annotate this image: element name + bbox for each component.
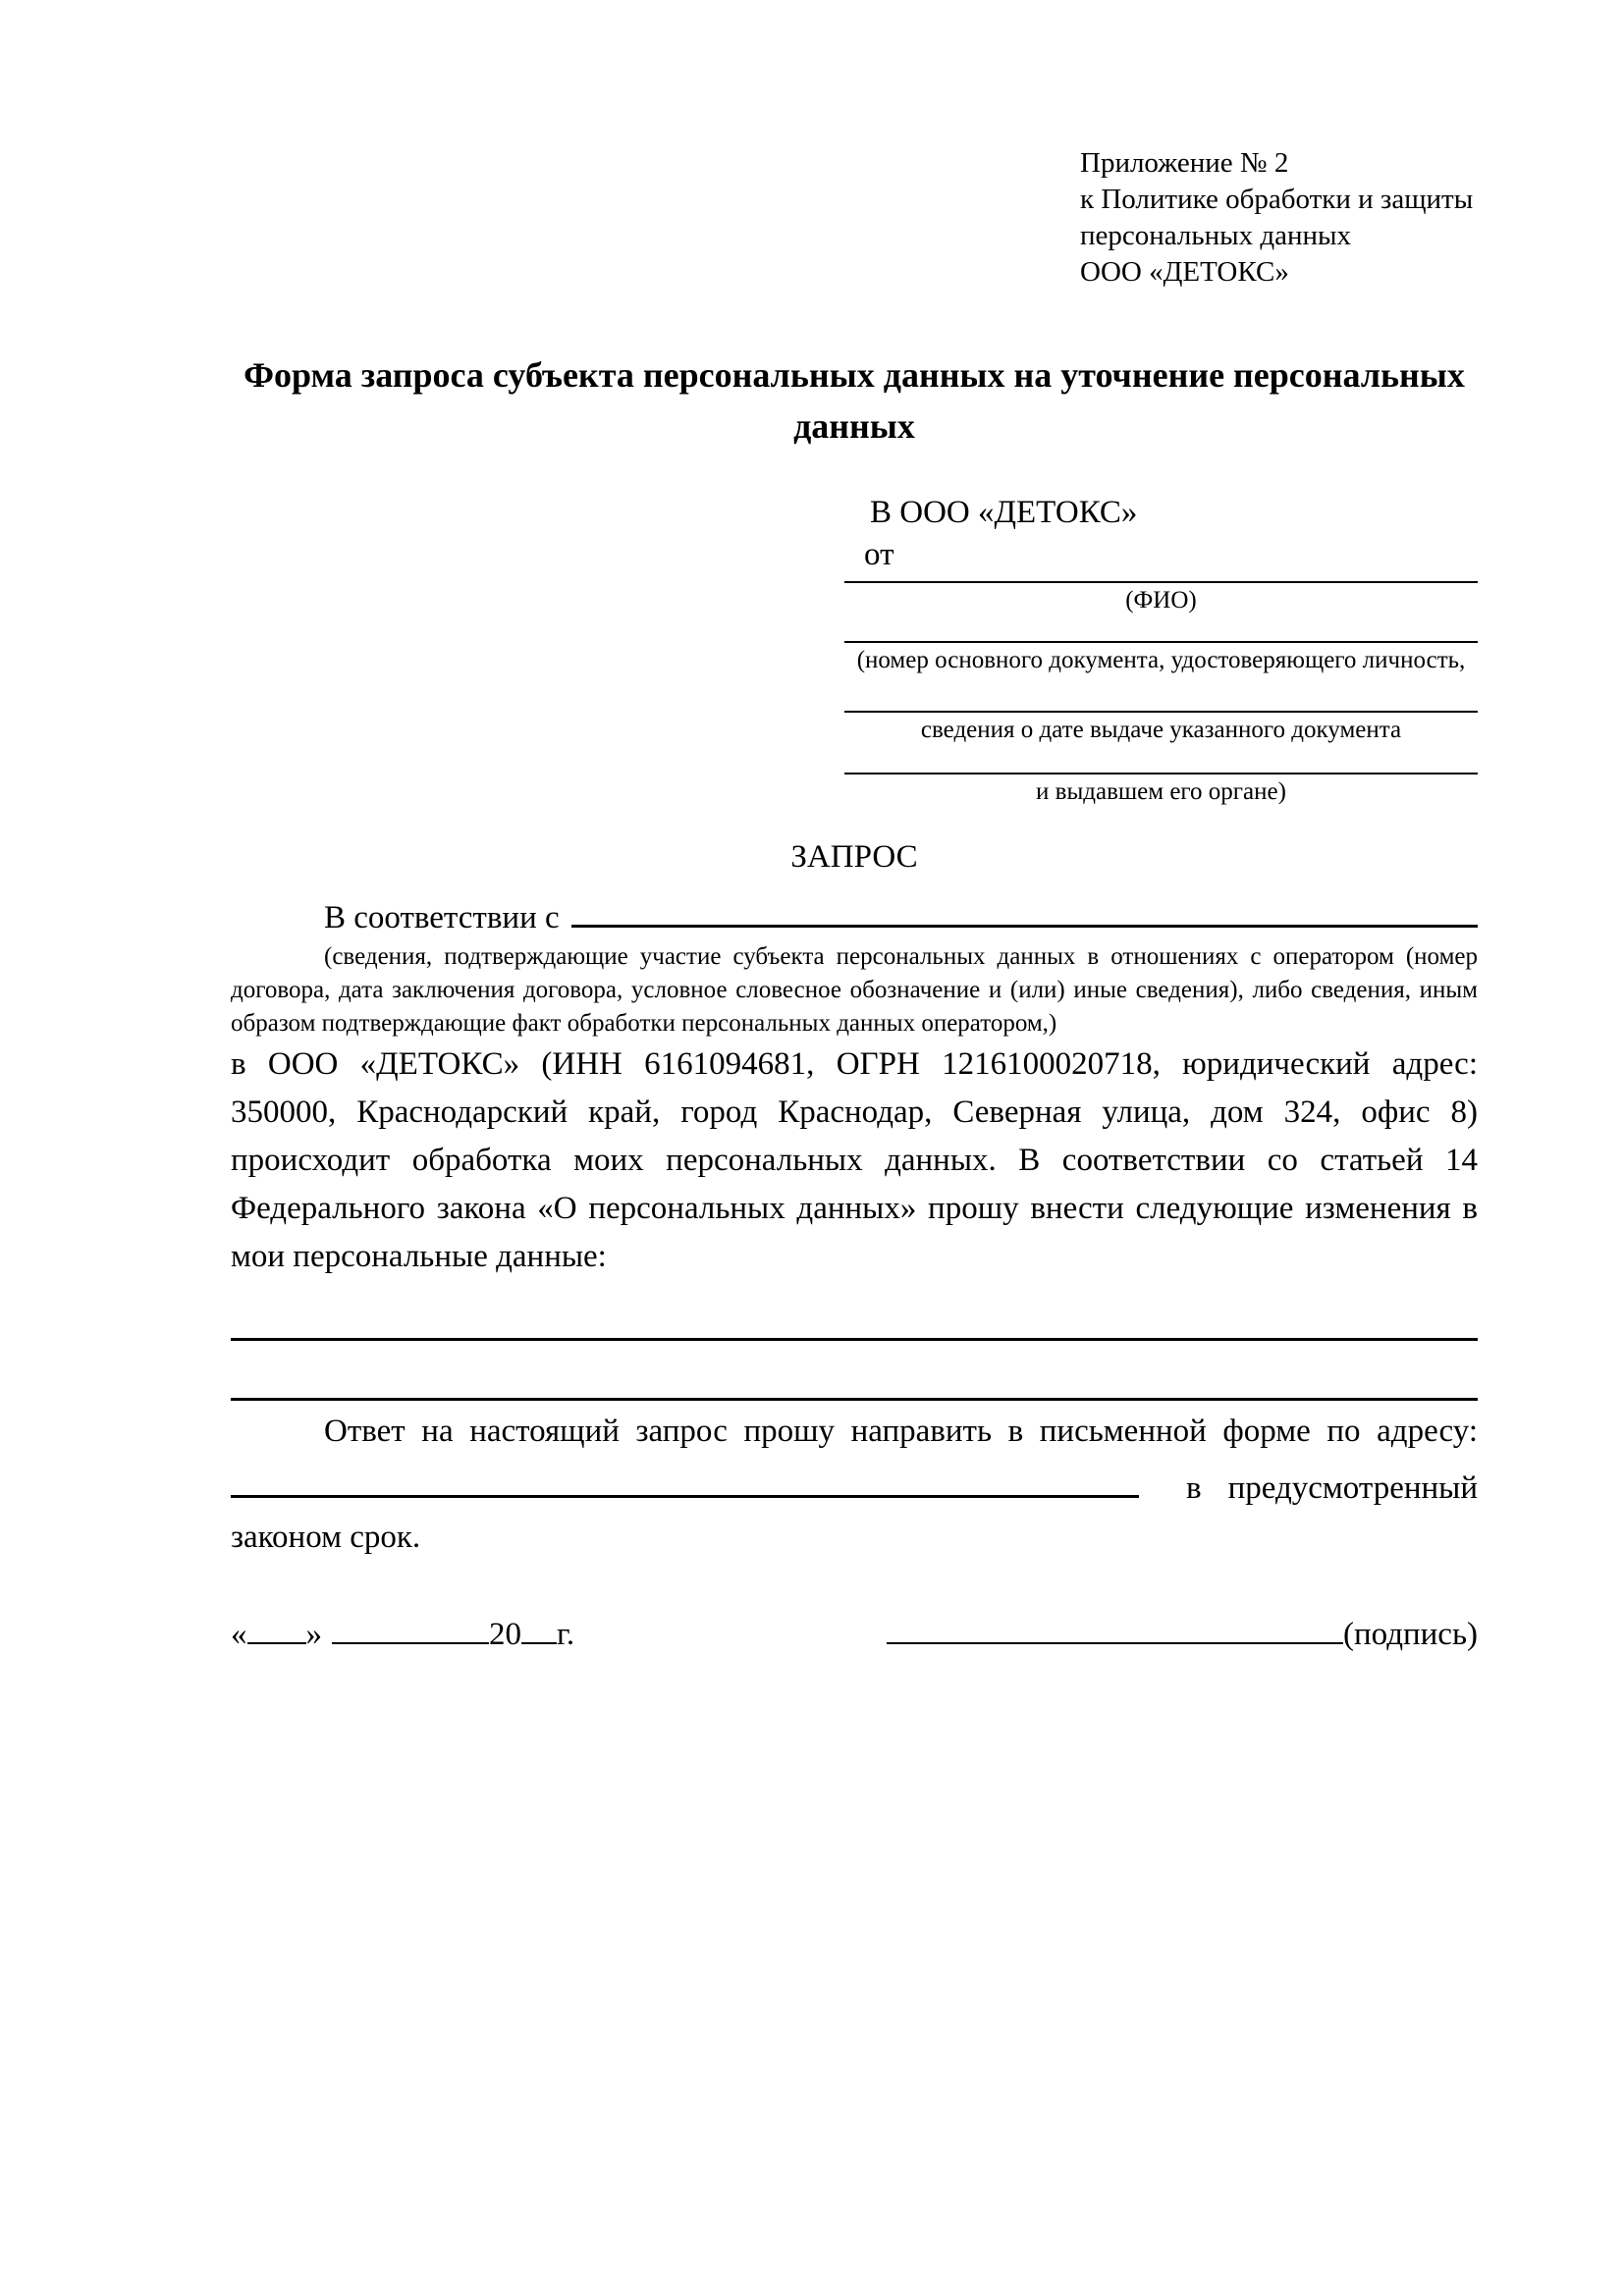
id-doc-write-space [844,615,1478,641]
accordance-footnote: (сведения, подтверждающие участие субъекта персональных данных в отношениях с оператором (номер договора, дата заключения договора, условное словесное обозначение и (или) иные сведения), либо сведения, иным образом подтверждающие факт обработки персональных данных оператором,) [231,943,1478,1037]
request-heading: ЗАПРОС [790,839,918,875]
address-blank-line [231,1456,1139,1498]
issue-date-caption: сведения о дате выдаче указанного документа [920,717,1402,743]
date-month-blank [332,1609,489,1644]
changes-blank-line-2 [231,1341,1478,1401]
signature-blank-line [887,1609,1343,1644]
date-line [231,1609,574,1657]
signature-caption: (подпись) [1343,1617,1478,1652]
date-year-suffix: г. [557,1617,575,1652]
issue-date-write-space [844,675,1478,711]
addressee-from-label: от [864,537,894,572]
appendix-note [1080,145,1478,291]
response-paragraph-line1: Ответ на настоящий запрос прошу направить в письменной форме по адресу: [324,1414,1478,1449]
accordance-line [231,887,1478,940]
date-year-blank [521,1609,557,1644]
date-day-blank [247,1609,306,1644]
body-paragraph: в ООО «ДЕТОКС» (ИНН 6161094681, ОГРН 1216100020718, юридический адрес: 350000, Краснодарский край, город Краснодар, Северная улица, дом 324, офис 8) происходит обработка моих персональных данных. В соответствии со статьей 14 Федерального закона «О персональных данных» прошу внести следующие изменения в мои персональные данные: [231,1046,1478,1274]
appendix-line-1: Приложение № 2 [1080,147,1289,179]
addressee-to: В ООО «ДЕТОКС» [870,495,1138,530]
date-signature-row [231,1609,1478,1657]
response-paragraph-line3: законом срок. [231,1520,421,1555]
accordance-prefix: В соответствии с [324,900,560,935]
appendix-line-2: к Политике обработки и защиты [1080,184,1474,215]
page-title: Форма запроса субъекта персональных данных на уточнение персональных данных [244,355,1465,446]
appendix-line-4: ООО «ДЕТОКС» [1080,256,1289,288]
issuer-caption: и выдавшем его органе) [1036,778,1286,805]
date-year-prefix: 20 [489,1617,521,1652]
appendix-line-3: персональных данных [1080,220,1352,251]
accordance-blank-line [571,887,1478,928]
addressee-block [844,491,1478,807]
fio-caption: (ФИО) [1125,587,1197,614]
response-word-predusmotrenny: предусмотренный [1227,1470,1478,1506]
date-quote-open: « [231,1617,247,1652]
signature-line [887,1609,1478,1657]
issuer-write-space [844,745,1478,773]
changes-blank-line-1 [231,1297,1478,1341]
id-doc-caption: (номер основного документа, удостоверяющего личность, [856,647,1466,673]
response-paragraph-line2 [231,1456,1478,1513]
date-quote-close: » [305,1617,322,1652]
response-word-v: в [1186,1470,1202,1506]
